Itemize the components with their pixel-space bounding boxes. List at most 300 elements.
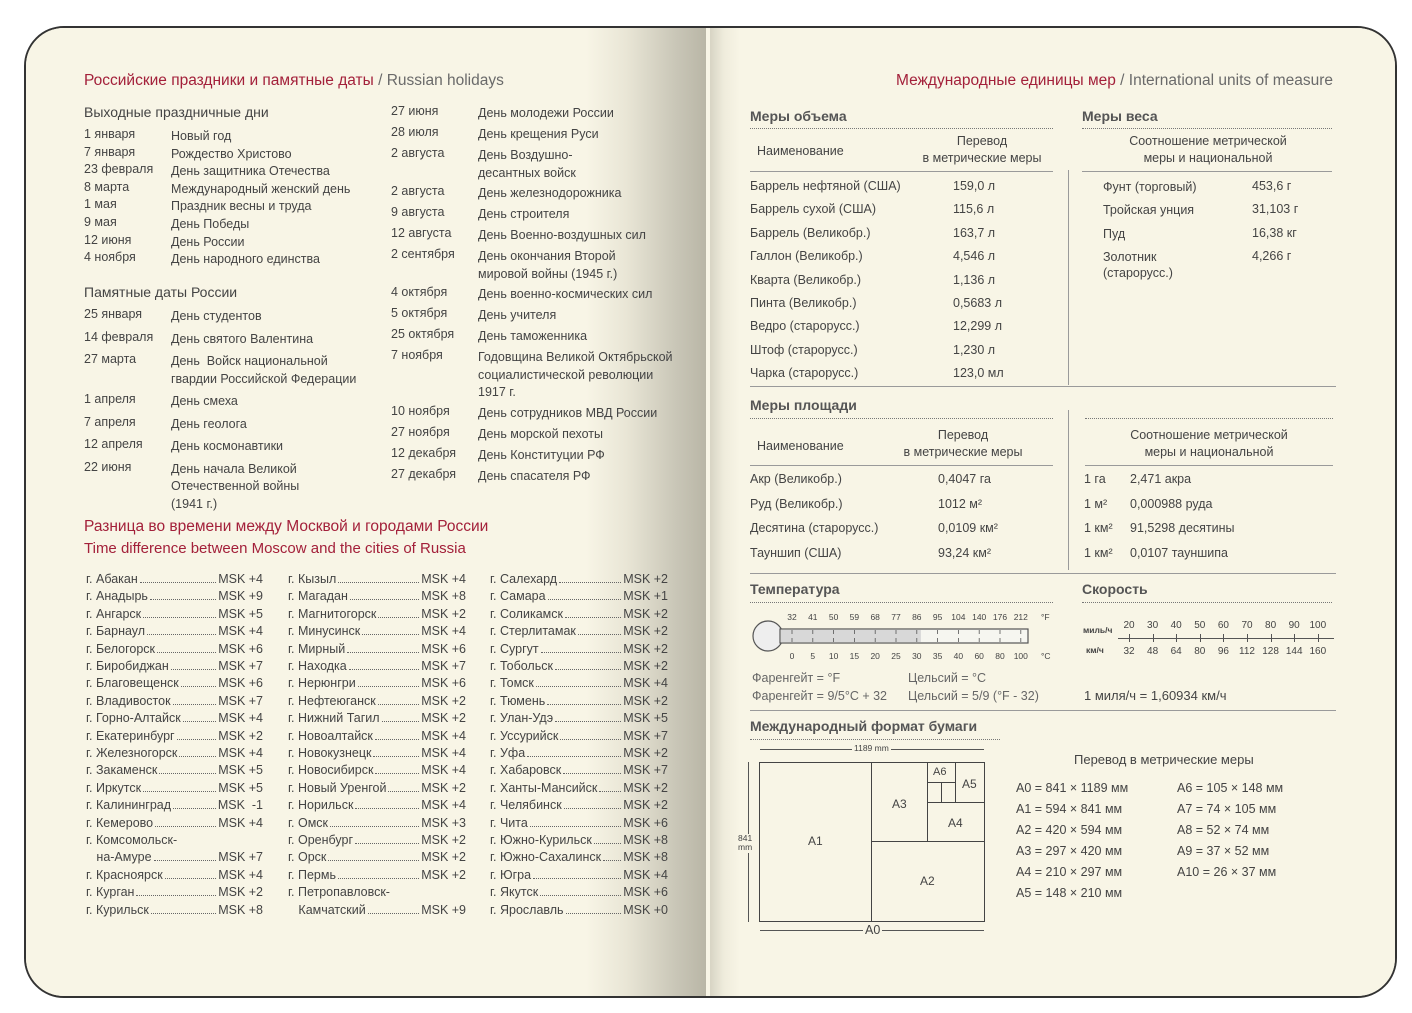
msk-offset: MSK +2 — [623, 693, 668, 708]
dot-leader — [527, 755, 621, 757]
timezone-row — [288, 903, 466, 917]
timezone-row — [86, 607, 263, 621]
mph-tick-label: 90 — [1288, 620, 1300, 631]
paper-size-conversion: А4 = 210 × 297 мм — [1016, 865, 1123, 879]
holiday-name: Международный женский день — [171, 181, 351, 196]
speed-tick — [1294, 634, 1295, 642]
city-name: г. Находка — [288, 659, 347, 673]
dot-leader — [603, 859, 621, 861]
city-name: Камчатский — [288, 902, 366, 917]
section-line-1 — [750, 386, 1336, 387]
timezone-row — [288, 607, 466, 621]
city-name: г. Комсомольск- — [86, 833, 178, 847]
label-a1: A1 — [808, 834, 823, 848]
city-name: г. Минусинск — [288, 624, 361, 639]
volume-unit-value: 123,0 мл — [953, 366, 1004, 381]
timezone-row — [288, 589, 466, 603]
city-name: г. Челябинск — [490, 798, 562, 813]
weight-unit-name: Пуд — [1103, 226, 1126, 241]
msk-offset: MSK +2 — [421, 711, 466, 726]
area-unit-name: Акр (Великобр.) — [750, 472, 842, 486]
volume-heading: Меры объема — [750, 108, 847, 124]
timezone-row — [490, 868, 668, 882]
volume-unit-name: Баррель (Великобр.) — [750, 225, 871, 240]
days-off-heading: Выходные праздничные дни — [84, 104, 269, 120]
timezone-row — [490, 729, 668, 743]
msk-offset: MSK +4 — [218, 711, 263, 726]
temperature-divider — [750, 602, 1053, 603]
thermometer-bulb — [753, 621, 783, 651]
holiday-date: 23 февраля — [84, 162, 154, 177]
dot-leader — [530, 825, 621, 827]
timezone-row — [288, 694, 466, 708]
city-name: г. Мирный — [288, 641, 346, 656]
dot-leader — [368, 912, 419, 914]
holiday-name: День студентов — [171, 309, 262, 323]
dot-leader — [349, 668, 419, 670]
area-header-line — [750, 465, 1053, 466]
holiday-name: День Победы — [171, 217, 250, 231]
msk-offset: MSK +2 — [623, 746, 668, 760]
dot-leader — [154, 859, 217, 861]
dot-leader — [378, 703, 419, 705]
city-name: г. Курган — [86, 885, 135, 900]
city-name: г. Сургут — [490, 641, 539, 656]
speed-tick — [1223, 634, 1224, 642]
msk-offset: MSK +4 — [218, 815, 263, 830]
holiday-name: День сотрудников МВД России — [478, 405, 658, 420]
weight-unit-name: Тройская унция — [1103, 203, 1195, 218]
timezone-row — [490, 816, 668, 830]
msk-offset: MSK +3 — [421, 815, 466, 830]
dot-leader — [566, 912, 622, 914]
fahrenheit-tick-label: 95 — [932, 612, 943, 622]
timezone-row — [86, 589, 263, 603]
holiday-name: Рождество Христово — [171, 146, 292, 161]
holiday-date: 27 декабря — [391, 466, 457, 481]
area-col-convert — [883, 429, 1043, 458]
label-a3: A3 — [892, 797, 907, 811]
timezones-title-ru: Разница во времени между Москвой и городами России — [84, 518, 489, 535]
timezone-row — [288, 676, 466, 690]
holiday-date: 2 августа — [391, 146, 445, 160]
units-title-en: International units of measure — [1128, 72, 1333, 89]
timezone-row — [490, 676, 668, 690]
msk-offset: MSK +2 — [623, 780, 668, 795]
msk-offset: MSK +4 — [218, 867, 263, 882]
timezone-row — [86, 868, 263, 882]
label-a5: A5 — [962, 777, 977, 791]
volume-unit-value: 0,5683 л — [953, 296, 1002, 310]
dot-leader — [362, 633, 419, 635]
dot-leader — [136, 894, 216, 896]
fahrenheit-unit: °F — [1041, 612, 1050, 622]
fahrenheit-tick-label: 77 — [891, 612, 901, 622]
holidays-title — [84, 72, 504, 90]
timezone-row — [288, 781, 466, 795]
dot-leader — [338, 877, 419, 879]
dot-leader — [181, 685, 216, 687]
holiday-date: 12 августа — [391, 226, 452, 241]
timezone-row — [86, 850, 263, 864]
msk-offset: MSK +5 — [218, 763, 263, 778]
volume-unit-name: Баррель сухой (США) — [750, 202, 877, 217]
msk-offset: MSK +2 — [623, 659, 668, 673]
dot-leader — [594, 842, 621, 844]
msk-offset: MSK +9 — [421, 902, 466, 917]
dot-leader — [559, 581, 621, 583]
holiday-name: Новый год — [171, 129, 232, 143]
kmh-tick-label: 96 — [1217, 646, 1229, 657]
area-unit-name: Десятина (старорусс.) — [750, 521, 879, 536]
paper-size-conversion: А0 = 841 × 1189 мм — [1016, 781, 1129, 795]
mph-tick-label: 40 — [1170, 620, 1182, 631]
holiday-date: 27 марта — [84, 352, 137, 366]
fahrenheit-tick-label: 176 — [992, 612, 1008, 622]
paper-a0 — [759, 762, 985, 922]
paper-size-conversion: А3 = 297 × 420 мм — [1016, 844, 1123, 858]
city-name: г. Южно-Курильск — [490, 833, 592, 847]
volume-divider — [750, 128, 1053, 129]
area-ratio-unit: 1 км² — [1084, 545, 1113, 560]
fahrenheit-tick-label: 212 — [1013, 612, 1028, 622]
holiday-date: 4 ноября — [84, 250, 136, 265]
holiday-date: 27 ноября — [391, 424, 450, 439]
holiday-name: День молодежи России — [478, 106, 614, 120]
holiday-date: 9 августа — [391, 205, 445, 220]
label-a2: A2 — [920, 874, 935, 888]
dot-leader — [330, 825, 419, 827]
holiday-date: 8 марта — [84, 179, 130, 194]
dot-leader — [578, 633, 621, 635]
msk-offset: MSK +8 — [623, 850, 668, 865]
speed-divider — [1082, 602, 1332, 603]
holiday-date: 4 октября — [391, 285, 448, 300]
paper-height-label: 841 mm — [738, 833, 753, 853]
holiday-name: День Войск национальной гвардии Российской Федерации — [171, 354, 357, 386]
weight-ratio-header — [1085, 135, 1331, 164]
timezone-row — [86, 642, 263, 656]
msk-offset: MSK +7 — [218, 850, 263, 865]
holiday-date: 1 мая — [84, 197, 117, 212]
dot-leader — [150, 598, 216, 600]
holiday-name: День смеха — [171, 394, 238, 408]
holiday-date: 22 июня — [84, 459, 132, 474]
city-name: г. Анадырь — [86, 589, 148, 604]
dot-leader — [355, 807, 419, 809]
fahrenheit-tick-label: 86 — [912, 612, 922, 622]
holidays-title-en: Russian holidays — [386, 72, 504, 89]
holiday-name: День Воздушно- десантных войск — [478, 148, 576, 180]
msk-offset: MSK +7 — [421, 659, 466, 673]
weight-unit-value: 4,266 г — [1252, 249, 1292, 264]
timezone-row — [288, 850, 466, 864]
area-ratio-unit: 1 м² — [1084, 496, 1108, 511]
msk-offset: MSK +2 — [421, 693, 466, 708]
paper-size-conversion: А7 = 74 × 105 мм — [1177, 802, 1277, 816]
paper-size-conversion: А2 = 420 × 594 мм — [1016, 823, 1123, 837]
celsius-tick-label: 35 — [932, 651, 943, 661]
units-title-separator: / — [1115, 72, 1129, 89]
area-ratio-header — [1085, 429, 1333, 458]
msk-offset: MSK +4 — [421, 746, 466, 760]
area-ratio-value: 91,5298 десятины — [1130, 521, 1235, 536]
speed-scale-line — [1118, 638, 1334, 639]
city-name: г. Орск — [288, 850, 327, 865]
weight-unit-value: 31,103 г — [1252, 202, 1299, 217]
timezone-row — [86, 833, 263, 847]
celsius-tick-label: 15 — [849, 651, 860, 661]
fahrenheit-tick-label: 41 — [808, 612, 818, 622]
volume-col-convert-l2: в метрические меры — [922, 150, 1042, 165]
units-title-ru: Международные единицы мер — [896, 72, 1116, 89]
dot-leader — [565, 616, 621, 618]
holiday-date: 28 июля — [391, 125, 439, 139]
holiday-date: 25 января — [84, 307, 143, 321]
dot-leader — [599, 790, 621, 792]
holiday-name: День окончания Второй мировой войны (1945 г.) — [478, 249, 618, 281]
msk-offset: MSK +7 — [623, 728, 668, 743]
holiday-date: 27 июня — [391, 104, 439, 118]
holiday-date: 2 августа — [391, 184, 445, 199]
dot-leader — [177, 738, 217, 740]
timezone-row — [86, 711, 263, 725]
holiday-name: День геолога — [171, 416, 247, 431]
msk-offset: MSK +4 — [623, 676, 668, 691]
dot-leader — [338, 581, 419, 583]
holiday-date: 12 декабря — [391, 445, 457, 460]
area-divider — [750, 418, 1053, 419]
msk-offset: MSK +4 — [218, 624, 263, 639]
dot-leader — [140, 581, 216, 583]
weight-unit-name: Фунт (торговый) — [1103, 180, 1197, 194]
mph-tick-label: 50 — [1194, 620, 1206, 631]
speed-tick — [1176, 634, 1177, 642]
dot-leader — [563, 772, 621, 774]
msk-offset: MSK +2 — [218, 885, 263, 900]
timezone-row — [288, 642, 466, 656]
area-unit-value: 0,4047 га — [938, 472, 991, 486]
city-name: г. Томск — [490, 676, 534, 691]
volume-unit-value: 1,136 л — [953, 272, 996, 287]
msk-offset: MSK +9 — [218, 589, 263, 604]
timezone-row — [86, 729, 263, 743]
msk-offset: MSK +8 — [218, 902, 263, 917]
city-name: г. Благовещенск — [86, 676, 179, 691]
city-name: г. Горно-Алтайск — [86, 711, 181, 726]
dot-leader — [157, 651, 216, 653]
dot-leader — [388, 790, 419, 792]
holiday-name: День учителя — [478, 308, 557, 323]
city-name: г. Улан-Удэ — [490, 711, 554, 726]
holiday-date: 12 июня — [84, 232, 132, 247]
dot-leader — [159, 772, 216, 774]
city-name: г. Салехард — [490, 572, 558, 586]
holiday-name: Годовщина Великой Октябрьской социалистической революции 1917 г. — [478, 350, 673, 400]
timezone-row — [490, 885, 668, 899]
dot-leader — [173, 703, 217, 705]
city-name: г. Новоалтайск — [288, 728, 373, 743]
holiday-name: День железнодорожника — [478, 186, 622, 201]
timezone-row — [490, 833, 668, 847]
msk-offset: MSK +4 — [218, 572, 263, 586]
fahrenheit-tick-label: 140 — [972, 612, 987, 622]
city-name: г. Уссурийск — [490, 728, 559, 743]
celsius-tick-label: 60 — [974, 651, 984, 661]
msk-offset: MSK +2 — [421, 780, 466, 795]
celsius-tick-label: 0 — [789, 651, 795, 661]
kmh-tick-label: 160 — [1309, 646, 1327, 657]
area-col-convert-l1: Перевод — [937, 428, 989, 442]
city-name: г. Красноярск — [86, 867, 163, 882]
holiday-date: 1 апреля — [84, 392, 136, 406]
holiday-name: День таможенника — [478, 329, 588, 344]
weight-ratio-l1: Соотношение метрической — [1129, 134, 1287, 148]
fahrenheit-formula: Фаренгейт = 9/5°C + 32 — [752, 689, 888, 703]
dot-leader — [555, 720, 621, 722]
volume-unit-value: 12,299 л — [953, 319, 1002, 334]
paper-heading: Международный формат бумаги — [750, 718, 978, 734]
city-name: г. Новосибирск — [288, 763, 374, 778]
city-name: г. Магнитогорск — [288, 606, 377, 621]
kmh-tick-label: 128 — [1262, 646, 1279, 657]
weight-ratio-l2: меры и национальной — [1143, 150, 1273, 165]
msk-offset: MSK +7 — [218, 693, 263, 708]
holiday-name: Праздник весны и труда — [171, 199, 312, 214]
city-name: г. Ярославль — [490, 902, 564, 917]
temperature-heading: Температура — [750, 581, 840, 597]
dot-leader — [358, 685, 420, 687]
msk-offset: MSK +6 — [218, 641, 263, 656]
msk-offset: MSK +4 — [421, 572, 466, 586]
dot-leader — [173, 807, 216, 809]
weight-divider — [1082, 128, 1332, 129]
paper-a7-border — [941, 782, 942, 802]
paper-divider — [750, 739, 1000, 740]
holiday-name: День морской пехоты — [478, 426, 604, 441]
speed-tick — [1247, 634, 1248, 642]
celsius-unit: °C — [1041, 651, 1051, 661]
celsius-tick-label: 25 — [891, 651, 901, 661]
dot-leader — [147, 633, 216, 635]
timezone-row — [490, 607, 668, 621]
msk-offset: MSK +5 — [218, 780, 263, 795]
volume-unit-name: Ведро (старорусс.) — [750, 319, 860, 334]
dot-leader — [378, 616, 419, 618]
city-name: г. Петропавловск- — [288, 885, 390, 900]
timezone-row — [86, 781, 263, 795]
timezone-row — [86, 903, 263, 917]
kmh-tick-label: 48 — [1147, 646, 1159, 657]
city-name: г. Соликамск — [490, 606, 563, 621]
timezone-row — [86, 659, 263, 673]
volume-unit-value: 163,7 л — [953, 225, 996, 240]
timezone-row — [490, 763, 668, 777]
title-separator: / — [373, 72, 387, 89]
area-ratio-divider — [1085, 418, 1333, 419]
volume-unit-name: Кварта (Великобр.) — [750, 272, 862, 287]
dot-leader — [375, 738, 419, 740]
timezone-row — [288, 868, 466, 882]
msk-offset: MSK +6 — [421, 676, 466, 691]
celsius-symbol: Цельсий = °C — [908, 671, 987, 685]
dot-leader — [151, 912, 216, 914]
label-a4: A4 — [948, 816, 963, 830]
city-name: г. Владивосток — [86, 693, 171, 708]
city-name: г. Екатеринбург — [86, 728, 175, 743]
msk-offset: MSK +7 — [218, 659, 263, 673]
msk-offset: MSK +4 — [623, 867, 668, 882]
volume-unit-name: Баррель нефтяной (США) — [750, 179, 901, 193]
dot-leader — [547, 703, 621, 705]
timezone-row — [86, 694, 263, 708]
holiday-date: 10 ноября — [391, 403, 450, 418]
city-name: г. Тобольск — [490, 659, 553, 673]
area-ratio-unit: 1 га — [1084, 472, 1106, 486]
area-vertical-divider — [1068, 410, 1069, 570]
thermometer-fill — [781, 630, 921, 642]
area-unit-name: Тауншип (США) — [750, 545, 842, 560]
paper-size-conversion: А5 = 148 × 210 мм — [1016, 886, 1123, 900]
holiday-date: 12 апреля — [84, 437, 143, 451]
paper-size-conversion: А1 = 594 × 841 мм — [1016, 802, 1123, 816]
dot-leader — [536, 685, 621, 687]
volume-unit-name: Пинта (Великобр.) — [750, 296, 857, 310]
city-name: г. Нефтеюганск — [288, 693, 376, 708]
weight-unit-value: 16,38 кг — [1252, 225, 1297, 240]
city-name: г. Норильск — [288, 798, 354, 813]
fahrenheit-tick-label: 59 — [849, 612, 860, 622]
holiday-date: 14 февраля — [84, 329, 154, 344]
area-ratio-line — [1085, 465, 1333, 466]
city-name: г. Нижний Тагил — [288, 711, 380, 726]
timezone-row — [86, 624, 263, 638]
timezone-row — [490, 746, 668, 760]
msk-offset: MSK +0 — [623, 902, 668, 917]
timezone-row — [288, 746, 466, 760]
timezone-row — [490, 850, 668, 864]
paper-a2-border — [871, 841, 985, 842]
celsius-tick-label: 100 — [1013, 651, 1028, 661]
paper-size-conversion: А6 = 105 × 148 мм — [1177, 781, 1284, 795]
dot-leader — [171, 668, 216, 670]
weight-unit-value: 453,6 г — [1252, 179, 1292, 193]
units-title — [896, 72, 1333, 90]
city-name: г. Калининград — [86, 798, 172, 813]
msk-offset: MSK +4 — [421, 798, 466, 813]
msk-offset: MSK +4 — [218, 746, 263, 760]
holiday-name: День святого Валентина — [171, 331, 314, 346]
timezones-title-en: Time difference between Moscow and the cities of Russia — [84, 540, 466, 557]
kmh-label: км/ч — [1086, 645, 1104, 655]
weight-heading: Меры веса — [1082, 108, 1158, 124]
volume-unit-value: 4,546 л — [953, 249, 996, 264]
city-name: г. Тюмень — [490, 693, 546, 708]
timezone-row — [86, 763, 263, 777]
city-name: г. Югра — [490, 867, 532, 882]
timezone-row — [86, 885, 263, 899]
timezone-row — [490, 659, 668, 673]
volume-unit-name: Чарка (старорусс.) — [750, 366, 859, 381]
dot-leader — [328, 859, 419, 861]
label-a6: A6 — [933, 766, 947, 778]
holiday-name: День народного единства — [171, 252, 320, 267]
timezone-row — [288, 572, 466, 586]
area-col-convert-l2: в метрические меры — [903, 444, 1023, 459]
timezone-row — [86, 676, 263, 690]
celsius-tick-label: 20 — [870, 651, 880, 661]
city-name: г. Курильск — [86, 902, 149, 917]
